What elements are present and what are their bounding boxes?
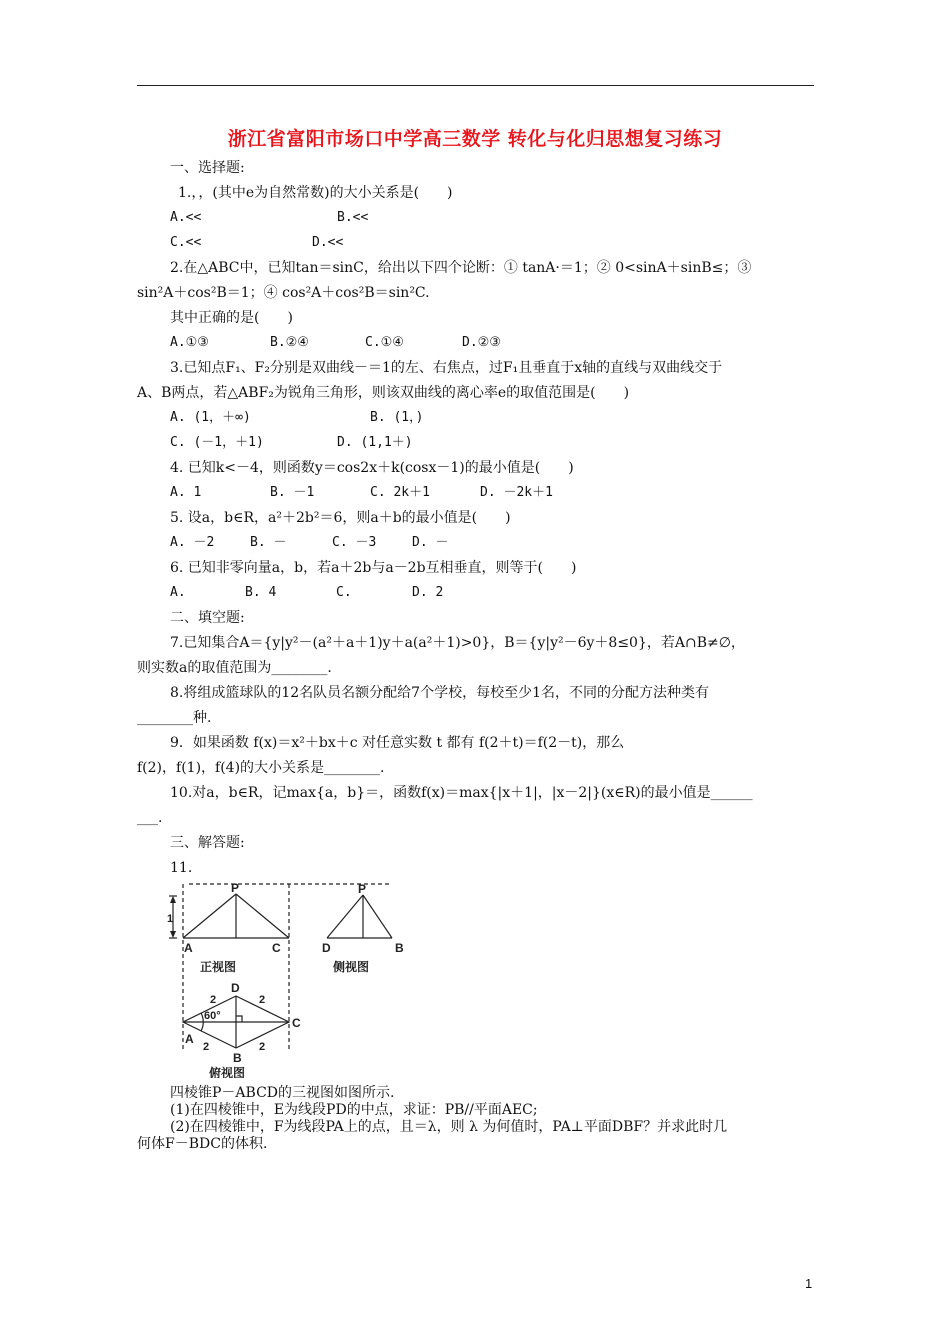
q4-option-a: A. 1 [170,485,202,500]
q10-line1: 10.对a，b∈R，记max{a，b}＝，函数f(x)＝max{|x＋1|，|x－2|}(x∈R)的最小值是______ [170,785,753,801]
q4-option-b: B. －1 [270,485,315,500]
front-view-right-edge [236,894,289,938]
q1-option-d: D.<< [312,235,344,250]
section-fill-heading: 二、填空题: [170,610,245,626]
edge-label-ad: 2 [210,994,217,1006]
q2-option-b: B.②④ [270,335,309,350]
q8-line1: 8.将组成篮球队的12名队员名额分配给7个学校，每校至少1名，不同的分配方法种类有 [170,685,709,701]
edge-label-bc: 2 [259,1041,266,1053]
page-title: 浙江省富阳市场口中学高三数学 转化与化归思想复习练习 [227,128,723,150]
q1-option-a: A.<< [170,210,202,225]
side-label-d: D [322,941,331,955]
q2-option-a: A.①③ [170,335,209,350]
q3-option-b: B. (1，) [370,410,424,425]
angle-label: 60° [204,1010,221,1022]
right-angle-mark [236,1016,242,1022]
top-label-d: D [231,981,240,995]
side-view-caption: 侧视图 [333,960,370,974]
top-label-b: B [233,1051,242,1065]
side-view-left-edge [327,895,363,938]
side-label-b: B [395,941,404,955]
q2-line2: sin²A＋cos²B＝1；④ cos²A＋cos²B＝sin²C. [137,285,430,301]
height-label: 1 [167,913,174,925]
side-label-p: P [358,882,367,896]
front-label-c: C [272,941,281,955]
front-view-left-edge [183,894,236,938]
header-rule [137,85,814,86]
q9-line2: f(2)，f(1)，f(4)的大小关系是________. [137,760,385,776]
q3-option-a: A. (1，＋∞) [170,410,251,425]
q3-line2: A、B两点，若△ABF₂为锐角三角形，则该双曲线的离心率e的取值范围是( ) [137,385,630,401]
front-view-caption: 正视图 [200,960,237,974]
q5-option-a: A. －2 [170,535,215,550]
q11-line3: (2)在四棱锥中，F为线段PA上的点，且＝λ，则 λ 为何值时，PA⊥平面DBF？并求此时几 [170,1119,728,1135]
q3-option-c: C. (－1，＋1) [170,435,264,450]
q9-line1: 9．如果函数 f(x)＝x²＋bx＋c 对任意实数 t 都有 f(2＋t)＝f(2－t)，那么 [170,735,625,751]
q3-option-d: D. (1,1＋) [337,435,413,450]
q6-option-b: B. 4 [245,585,277,600]
q1-option-b: B.<< [337,210,369,225]
q8-line2: ________种. [137,710,212,726]
q2-line1: 2.在△ABC中，已知tan＝sinC，给出以下四个论断：① tanA·＝1；② 0<sinA＋sinB≤；③ [170,260,752,276]
q1-option-c: C.<< [170,235,202,250]
top-view-caption: 俯视图 [209,1066,246,1078]
q5-stem: 5. 设a，b∈R，a²＋2b²＝6，则a＋b的最小值是( ) [170,510,511,526]
q6-option-d: D. 2 [412,585,444,600]
section-solve-heading: 三、解答题: [170,835,245,851]
q11-line4: 何体F－BDC的体积. [137,1136,268,1152]
q5-option-b: B. － [250,535,287,550]
q2-option-c: C.①④ [365,335,404,350]
top-label-a: A [185,1032,194,1046]
q6-option-c: C. [336,585,352,600]
q4-option-d: D. －2k＋1 [480,485,553,500]
front-label-a: A [184,941,193,955]
q5-option-c: C. －3 [332,535,377,550]
q2-option-d: D.②③ [462,335,501,350]
section-choice-heading: 一、选择题: [170,160,245,176]
q4-option-c: C. 2k＋1 [370,485,430,500]
edge-label-dc: 2 [259,994,266,1006]
side-view-right-edge [363,895,392,938]
q6-option-a: A. [170,585,186,600]
q7-line1: 7.已知集合A＝{y|y²－(a²＋a＋1)y＋a(a²＋1)>0}，B＝{y|y²－6y＋8≤0}，若A∩B≠∅， [170,635,745,651]
q4-stem: 4. 已知k<－4，则函数y＝cos2x＋k(cosx－1)的最小值是( ) [170,460,574,476]
q10-line2: ___. [137,810,163,826]
q5-option-d: D. － [412,535,449,550]
page-number: 1 [805,1276,813,1291]
q7-line2: 则实数a的取值范围为________. [137,660,332,676]
q11-line1: 四棱锥P－ABCD的三视图如图所示. [170,1085,395,1101]
q1-stem: 1.，，(其中e为自然常数)的大小关系是( ) [178,185,453,201]
q3-line1: 3.已知点F₁、F₂分别是双曲线－＝1的左、右焦点，过F₁且垂直于x轴的直线与双曲线交于 [170,360,723,376]
q2-line3: 其中正确的是( ) [170,310,293,326]
edge-label-ab: 2 [203,1041,210,1053]
top-label-c: C [292,1016,301,1030]
front-label-p: P [231,881,240,895]
q6-stem: 6. 已知非零向量a，b，若a＋2b与a－2b互相垂直，则等于( ) [170,560,577,576]
q11-number: 11. [170,860,193,876]
q11-line2: (1)在四棱锥中，E为线段PD的中点，求证：PB//平面AEC; [170,1102,538,1118]
three-view-figure [160,878,425,1078]
